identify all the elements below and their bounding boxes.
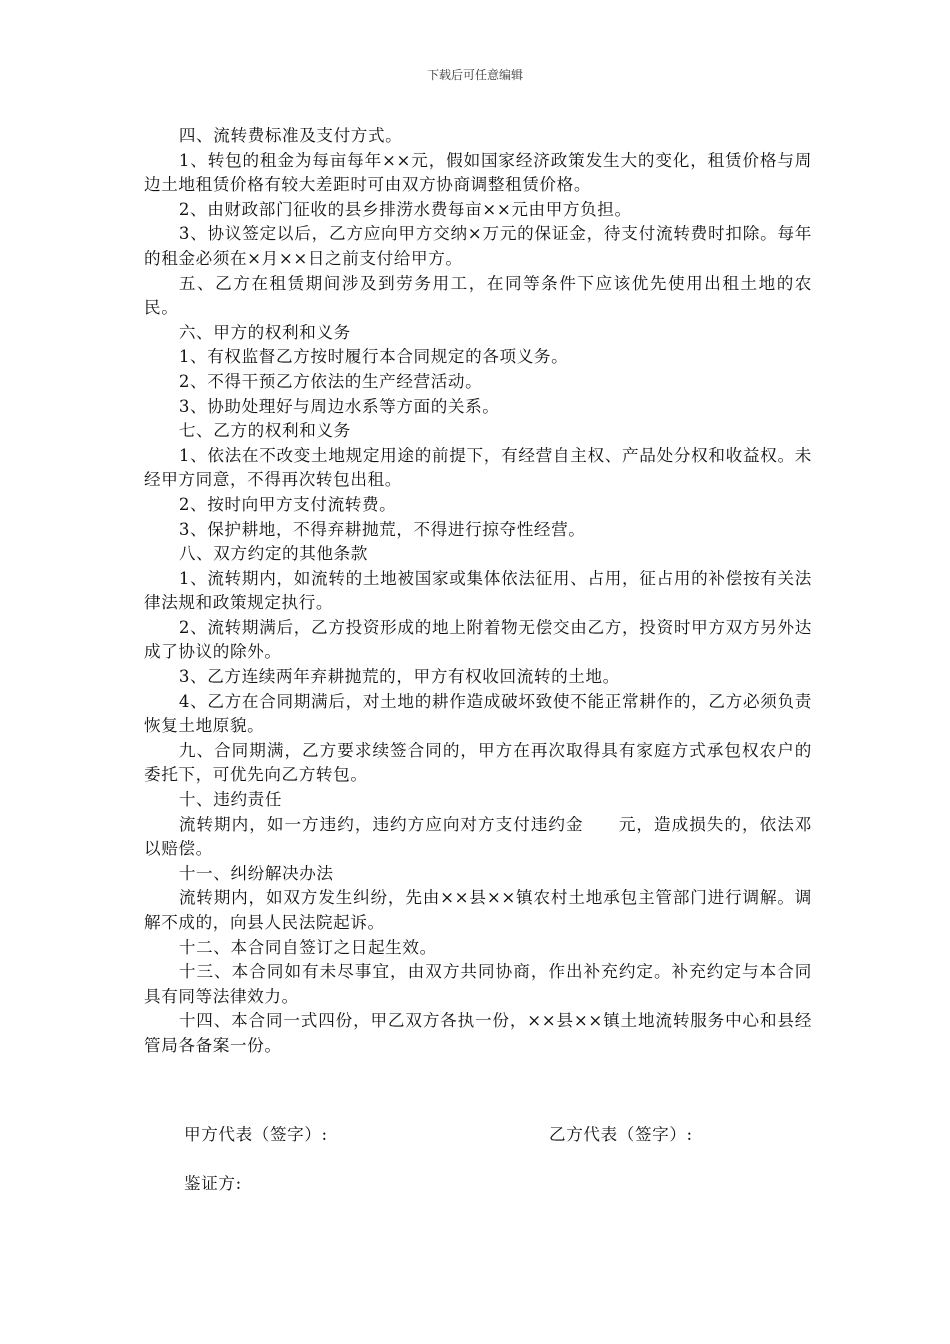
clause-4-3: 3、协议签定以后，乙方应向甲方交纳×万元的保证金，待支付流转费时扣除。每年的租金必须在×月××日之前支付给甲方。: [144, 224, 812, 268]
clause-11-body: 流转期内，如双方发生纠纷，先由××县××镇农村土地承包主管部门进行调解。调解不成的，向县人民法院起诉。: [144, 888, 812, 932]
party-b-signature-label: 乙方代表（签字）:: [549, 1125, 693, 1144]
clause-6-2: 2、不得干预乙方依法的生产经营活动。: [178, 371, 483, 391]
clause-8-2: 2、流转期满后，乙方投资形成的地上附着物无偿交由乙方，投资时甲方双方另外达成了协议的除外。: [144, 617, 812, 662]
section-7-heading: 七、乙方的权利和义务: [178, 421, 351, 441]
clause-7-1: 1、依法在不改变土地规定用途的前提下，有经营自主权、产品处分权和收益权。未经甲方同意，不得再次转包出租。: [144, 445, 812, 490]
clause-10-body: 流转期内，如一方违约，违约方应向对方支付违约金 元，造成损失的，依法邓以赔偿。: [144, 814, 812, 859]
section-11-heading: 十一、纠纷解决办法: [178, 863, 334, 883]
section-6-heading: 六、甲方的权利和义务: [178, 322, 351, 342]
clause-6-3: 3、协助处理好与周边水系等方面的关系。: [178, 396, 500, 416]
section-10-heading: 十、违约责任: [178, 790, 283, 810]
section-12: 十二、本合同自签订之日起生效。: [178, 937, 437, 957]
page-header-note: 下载后可任意编辑: [426, 68, 523, 82]
witness-label: 鉴证方:: [184, 1174, 242, 1193]
contract-body: [144, 124, 812, 1059]
section-9: 九、合同期满，乙方要求续签合同的，甲方在再次取得具有家庭方式承包权农户的委托下，可优先向乙方转包。: [144, 740, 812, 785]
section-5: 五、乙方在租赁期间涉及到劳务用工，在同等条件下应该优先使用出租土地的农民。: [144, 273, 812, 318]
clause-7-2: 2、按时向甲方支付流转费。: [178, 494, 397, 514]
clause-8-4: 4、乙方在合同期满后，对土地的耕作造成破坏致使不能正常耕作的，乙方必须负责恢复土地原貌。: [144, 691, 812, 736]
section-14: 十四、本合同一式四份，甲乙双方各执一份，××县××镇土地流转服务中心和县经管局各备案一份。: [144, 1011, 812, 1055]
clause-6-1: 1、有权监督乙方按时履行本合同规定的各项义务。: [178, 347, 569, 367]
clause-8-1: 1、流转期内，如流转的土地被国家或集体依法征用、占用，征占用的补偿按有关法律法规和政策规定执行。: [144, 568, 812, 613]
clause-4-2: 2、由财政部门征收的县乡排涝水费每亩××元由甲方负担。: [178, 199, 632, 219]
clause-8-3: 3、乙方连续两年弃耕抛荒的，甲方有权收回流转的土地。: [178, 667, 620, 687]
section-8-heading: 八、双方约定的其他条款: [178, 544, 368, 564]
section-13: 十三、本合同如有未尽事宜，由双方共同协商，作出补充约定。补充约定与本合同具有同等法律效力。: [144, 962, 812, 1006]
section-4-heading: 四、流转费标准及支付方式。: [178, 126, 403, 145]
clause-7-3: 3、保护耕地，不得弃耕抛荒，不得进行掠夺性经营。: [178, 519, 586, 539]
party-a-signature-label: 甲方代表（签字）:: [184, 1125, 328, 1144]
clause-4-1: 1、转包的租金为每亩每年××元，假如国家经济政策发生大的变化，租赁价格与周边土地租赁价格有较大差距时可由双方协商调整租赁价格。: [144, 150, 812, 195]
